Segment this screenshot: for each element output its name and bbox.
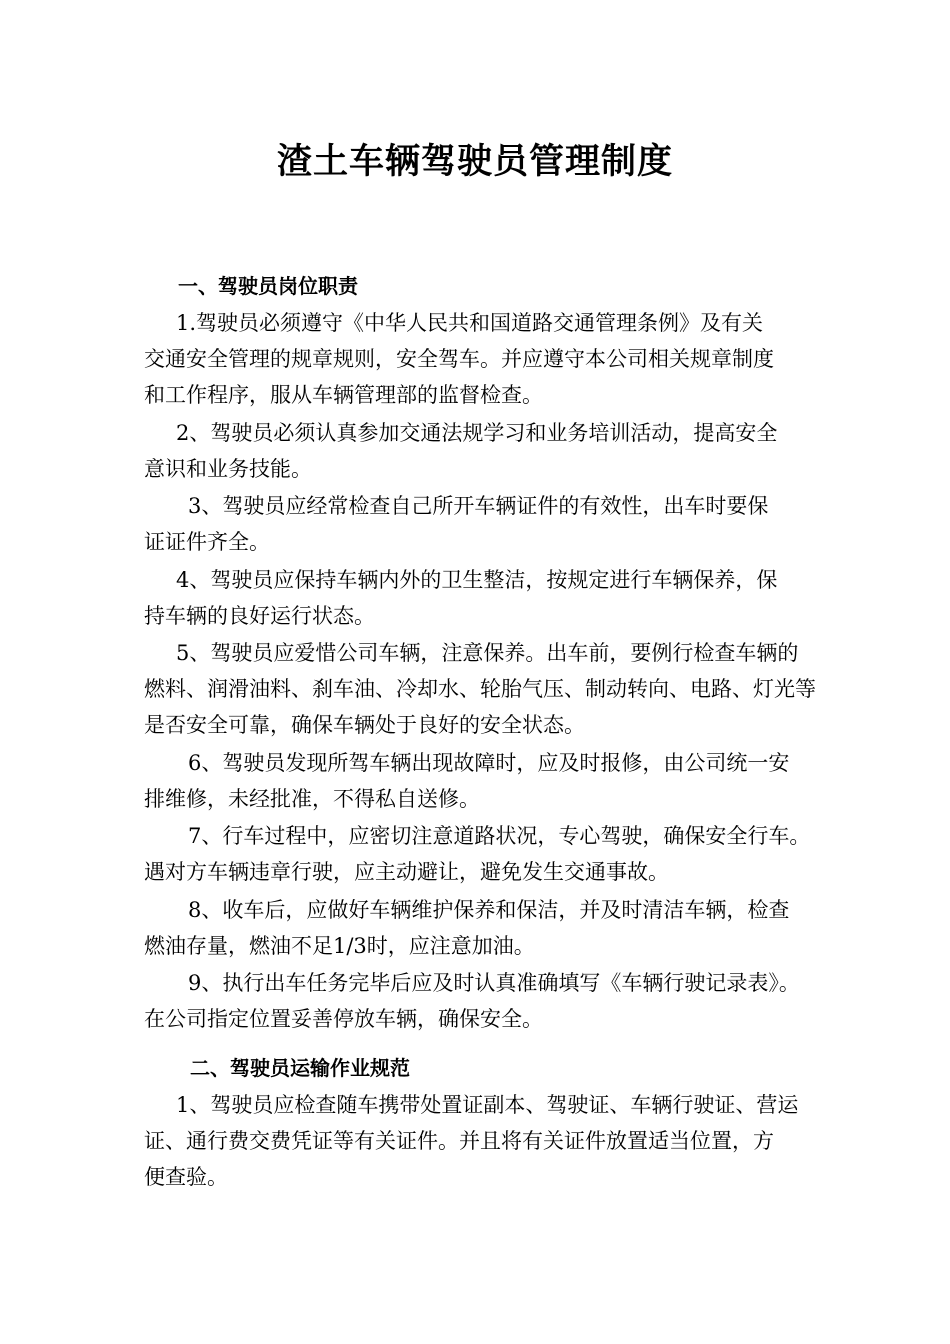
paragraph-line: 6、驾驶员发现所驾车辆出现故障时，应及时报修，由公司统一安	[188, 751, 790, 775]
paragraph-line: 1、驾驶员应检查随车携带处置证副本、驾驶证、车辆行驶证、营运	[176, 1093, 799, 1117]
paragraph-line: 意识和业务技能。	[144, 457, 312, 481]
paragraph-line: 交通安全管理的规章规则，安全驾车。并应遵守本公司相关规章制度	[144, 347, 774, 371]
document-title: 渣土车辆驾驶员管理制度	[276, 142, 673, 182]
paragraph-line: 燃料、润滑油料、刹车油、冷却水、轮胎气压、制动转向、电路、灯光等	[144, 677, 816, 701]
paragraph-line: 证证件齐全。	[144, 530, 270, 554]
paragraph-line: 1.驾驶员必须遵守《中华人民共和国道路交通管理条例》及有关	[176, 311, 764, 335]
paragraph-line: 证、通行费交费凭证等有关证件。并且将有关证件放置适当位置，方	[144, 1129, 774, 1153]
paragraph-line: 在公司指定位置妥善停放车辆，确保安全。	[144, 1007, 543, 1031]
paragraph-line: 和工作程序，服从车辆管理部的监督检查。	[144, 383, 543, 407]
paragraph-line: 排维修，未经批准，不得私自送修。	[144, 787, 480, 811]
paragraph-line: 燃油存量，燃油不足1/3时，应注意加油。	[144, 934, 535, 958]
paragraph-line: 持车辆的良好运行状态。	[144, 604, 375, 628]
paragraph-line: 9、执行出车任务完毕后应及时认真准确填写《车辆行驶记录表》。	[188, 971, 800, 995]
paragraph-line: 8、收车后，应做好车辆维护保养和保洁，并及时清洁车辆，检查	[188, 898, 790, 922]
section-heading-duties: 一、驾驶员岗位职责	[178, 274, 358, 298]
section-heading-transport-norms: 二、驾驶员运输作业规范	[190, 1056, 410, 1080]
paragraph-line: 7、行车过程中，应密切注意道路状况，专心驾驶，确保安全行车。	[188, 824, 811, 848]
paragraph-line: 5、驾驶员应爱惜公司车辆，注意保养。出车前，要例行检查车辆的	[176, 641, 799, 665]
paragraph-line: 4、驾驶员应保持车辆内外的卫生整洁，按规定进行车辆保养，保	[176, 568, 778, 592]
paragraph-line: 2、驾驶员必须认真参加交通法规学习和业务培训活动，提高安全	[176, 421, 778, 445]
paragraph-line: 便查验。	[144, 1165, 228, 1189]
paragraph-line: 3、驾驶员应经常检查自己所开车辆证件的有效性，出车时要保	[188, 494, 769, 518]
paragraph-line: 是否安全可靠，确保车辆处于良好的安全状态。	[144, 713, 585, 737]
paragraph-line: 遇对方车辆违章行驶，应主动避让，避免发生交通事故。	[144, 860, 669, 884]
